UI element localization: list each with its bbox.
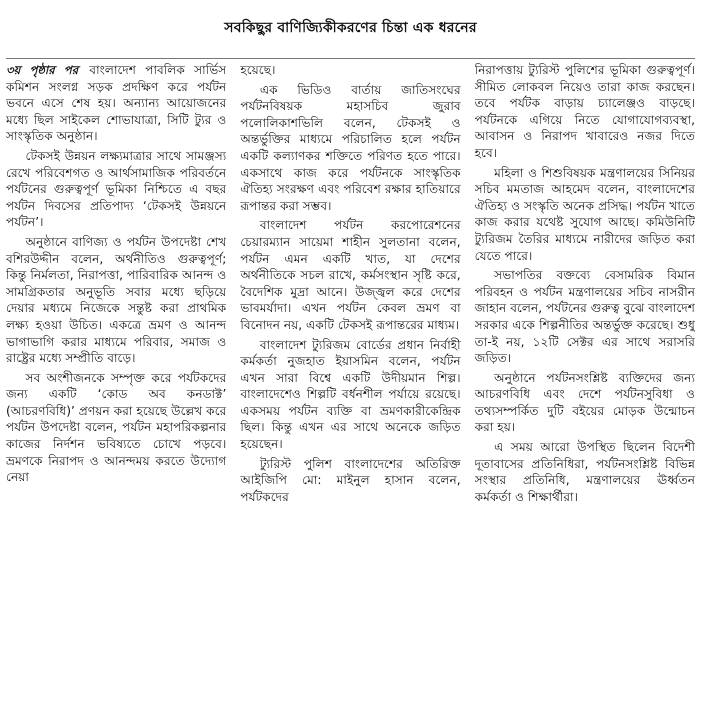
paragraph: অনুষ্ঠানে পর্যটনসংশ্লিষ্ট ব্যক্তিদের জন্য আচরণবিধি এবং দেশে পর্যটনসুবিধা ও তথ্যসম্পর্কিত দুটি বইয়ের মোড়ক উন্মোচন করা হয়।	[474, 370, 695, 435]
headline-rule	[6, 58, 695, 59]
paragraph: টেকসই উন্নয়ন লক্ষ্যমাত্রার সাথে সামঞ্জস্য রেখে পরিবেশগত ও আর্থসামাজিক পরিবর্তনে পর্যটনের গুরুত্বপূর্ণ ভূমিকা নিশ্চিতে এ বছর পর্যটন দিবসের প্রতিপাদ্য ‘টেকসই উন্নয়নে পর্যটন’।	[6, 148, 227, 230]
paragraph: অনুষ্ঠানে বাণিজ্য ও পর্যটন উপদেষ্টা শেখ বশিরউদ্দীন বলেন, অর্থনীতিও গুরুত্বপূর্ণ; কিন্তু নির্মলতা, নিরাপত্তা, পারিবারিক আনন্দ ও সামগ্রিকতার অনুভূতি সবার মধ্যে ছড়িয়ে দেয়ার মধ্যমে নিজেকে সন্তুষ্ট করা প্রাথমিক লক্ষ্য হওয়া উচিত। একত্রে ভ্রমণ ও আনন্দ ভাগাভাগি করার মাধ্যমে পরিবার, সমাজ ও রাষ্ট্রের মধ্যে সম্প্রীতি বাড়ে।	[6, 234, 227, 366]
paragraph: মহিলা ও শিশুবিষয়ক মন্ত্রণালয়ের সিনিয়র সচিব মমতাজ আহমেদ বলেন, বাংলাদেশের ঐতিহ্য ও সংস্কৃতি অনেক প্রসিদ্ধ। পর্যটন খাতে কাজ করার যথেষ্ট সুযোগ আছে। কমিউনিটি ট্যুরিজম তৈরির মাধ্যমে নারীদের জড়িত করা যেতে পারে।	[474, 165, 695, 263]
paragraph: এ সময় আরো উপস্থিত ছিলেন বিদেশী দূতাবাসের প্রতিনিধিরা, পর্যটনসংশ্লিষ্ট বিভিন্ন সংস্থার প্রতিনিধি, মন্ত্রণালয়ের ঊর্ধ্বতন কর্মকর্তা ও শিক্ষার্থীরা।	[474, 440, 695, 504]
paragraph: হয়েছে।	[240, 63, 276, 77]
paragraph: সভাপতির বক্তব্যে বেসামরিক বিমান পরিবহন ও পর্যটন মন্ত্রণালয়ের সচিব নাসরীন জাহান বলেন, পর্যটনের গুরুত্ব বুঝে বাংলাদেশ সরকার একে শিল্পনীতির অন্তর্ভুক্ত করেছে। শুধু তা-ই নয়, ১২টি সেক্টর এর সাথে সরাসরি জড়িত।	[474, 268, 695, 366]
paragraph: বাংলাদেশ ট্যুরিজম বোর্ডের প্রধান নির্বাহী কর্মকর্তা নুজহাত ইয়াসমিন বলেন, পর্যটন এখন সারা বিশ্বে একটি উদীয়মান শিল্প। বাংলাদেশেও শিল্পটি বর্ধনশীল পর্যায়ে রয়েছে। একসময় পর্যটন ব্যক্তি বা ভ্রমণকারীকেন্দ্রিক ছিল। কিন্তু এখন এর সাথে অনেকে জড়িত হয়েছেন।	[240, 337, 461, 452]
paragraph: নিরাপত্তায় ট্যুরিস্ট পুলিশের ভূমিকা গুরুত্বপূর্ণ। সীমিত লোকবল নিয়েও তারা কাজ করছেন। তবে পর্যটক বাড়ায় চ্যালেঞ্জও বাড়ছে। পর্যটনকে এগিয়ে নিতে যোগাযোগব্যবস্থা, আবাসন ও নিরাপদ খাবারেও নজর দিতে হবে।	[474, 63, 695, 160]
article-body	[6, 62, 695, 702]
column-1	[6, 62, 226, 702]
column-2	[240, 62, 460, 702]
paragraph: বাংলাদেশ পর্যটন করপোরেশনের চেয়ারম্যান সায়েমা শাহীন সুলতানা বলেন, পর্যটন এমন একটি খাত, যা দেশের অর্থনীতিকে সচল রাখে, কর্মসংস্থান সৃষ্টি করে, বৈদেশিক মুদ্রা আনে। উজ্জ্বল করে দেশের ভাবমর্যাদা। এখন পর্যটন কেবল ভ্রমণ বা বিনোদন নয়, একটি টেকসই রূপান্তরের মাধ্যম।	[240, 218, 461, 332]
paragraph	[6, 62, 226, 145]
paragraph-text: বাংলাদেশ পাবলিক সার্ভিস কমিশন সংলগ্ন সড়ক প্রদক্ষিণ করে পর্যটন ভবনে এসে শেষ হয়। অন্যান্য আয়োজনের মধ্যে ছিল সাইকেল শোভাযাত্রা, সিটি ট্যুর ও সাংস্কৃতিক অনুষ্ঠান।	[6, 63, 227, 144]
column-3	[475, 62, 695, 702]
paragraph: সব অংশীজনকে সম্পৃক্ত করে পর্যটকদের জন্য একটি ‘কোড অব কনডাক্ট’ (আচরণবিধি)’ প্রণয়ন করা হয়েছে উল্লেখ করে পর্যটন উপদেষ্টা বলেন, পর্যটন মহাপরিকল্পনার কাজের নির্দশন ভবিষ্যতে চোখে পড়বে। ভ্রমণকে নিরাপদ ও আনন্দময় করতে উদ্যোগ নেয়া	[6, 370, 227, 485]
headline: সবকিছুর বাণিজ্যিকীকরণের চিন্তা এক ধরনের	[224, 20, 477, 36]
paragraph: ট্যুরিস্ট পুলিশ বাংলাদেশের অতিরিক্ত আইজিপি মো: মাইনুল হাসান বলেন, পর্যটকদের	[240, 456, 461, 504]
paragraph: এক ভিডিও বার্তায় জাতিসংঘের পর্যটনবিষয়ক মহাসচিব জুরাব পলোলিকাশভিলি বলেন, টেকসই ও অন্তর্ভুক্তির মাধ্যমে পরিচালিত হলে পর্যটন একটি কল্যাণকর শক্তিতে পরিণত হতে পারে। একসাথে কাজ করে পর্যটনকে সাংস্কৃতিক ঐতিহ্য সংরক্ষণ এবং পরিবেশ রক্ষার হাতিয়ারে রূপান্তর করা সম্ভব।	[240, 82, 461, 213]
continued-from-label: ৩য় পৃষ্ঠার পর	[6, 63, 79, 77]
